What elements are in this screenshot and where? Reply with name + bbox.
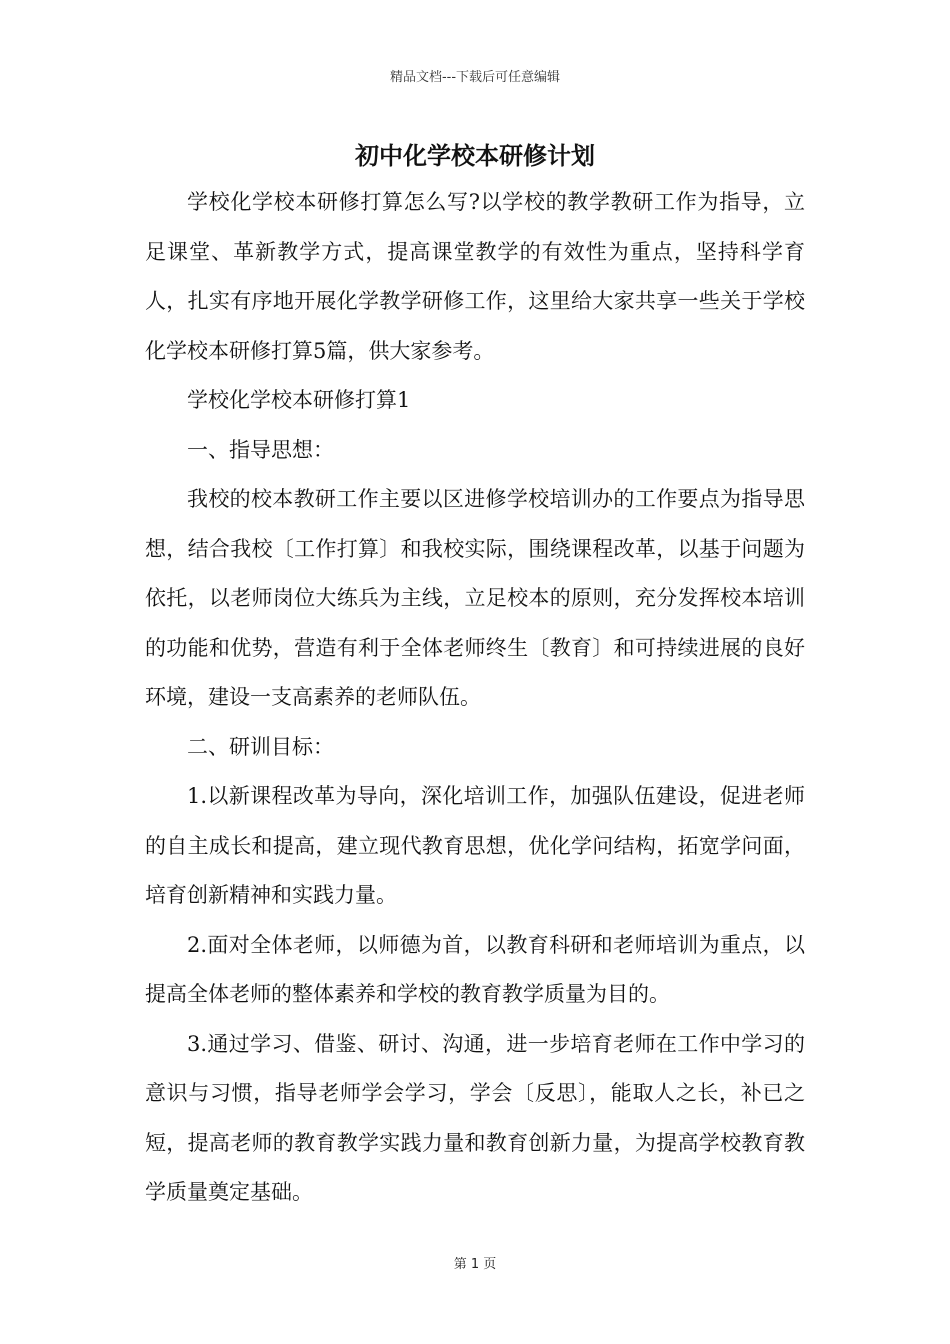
page-footer: 第 1 页: [453, 1257, 497, 1272]
goal-item-2: 2.面对全体老师，以师德为首，以教育科研和老师培训为重点，以提高全体老师的整体素养和学校的教育教学质量为目的。: [145, 932, 805, 1006]
document-body: [145, 178, 805, 1218]
goal-item-3: 3.通过学习、借鉴、研讨、沟通，进一步培育老师在工作中学习的意识与习惯，指导老师学会学习，学会〔反思〕，能取人之长，补已之短，提高老师的教育教学实践力量和教育创新力量，为提高学校教育教学质量奠定基础。: [145, 1031, 805, 1204]
section-title: 学校化学校本研修打算1: [187, 388, 411, 412]
page-header: 精品文档---下载后可任意编辑: [389, 70, 561, 85]
heading-guiding-thought: 一、指导思想：: [187, 437, 334, 462]
goal-item-1: 1.以新课程改革为导向，深化培训工作，加强队伍建设，促进老师的自主成长和提高，建立现代教育思想，优化学问结构，拓宽学问面，培育创新精神和实践力量。: [145, 784, 805, 907]
intro-paragraph: 学校化学校本研修打算怎么写?以学校的教学教研工作为指导，立足课堂、革新教学方式，提高课堂教学的有效性为重点，坚持科学育人，扎实有序地开展化学教学研修工作，这里给大家共享一些关于学校化学校本研修打算5篇，供大家参考。: [145, 190, 805, 363]
guiding-thought-paragraph: 我校的校本教研工作主要以区进修学校培训办的工作要点为指导思想，结合我校〔工作打算〕和我校实际，围绕课程改革，以基于问题为依托，以老师岗位大练兵为主线，立足校本的原则，充分发挥校本培训的功能和优势，营造有利于全体老师终生〔教育〕和可持续进展的良好环境，建设一支高素养的老师队伍。: [145, 487, 805, 709]
heading-training-goals: 二、研训目标：: [187, 734, 334, 759]
document-title: 初中化学校本研修计划: [355, 141, 595, 170]
